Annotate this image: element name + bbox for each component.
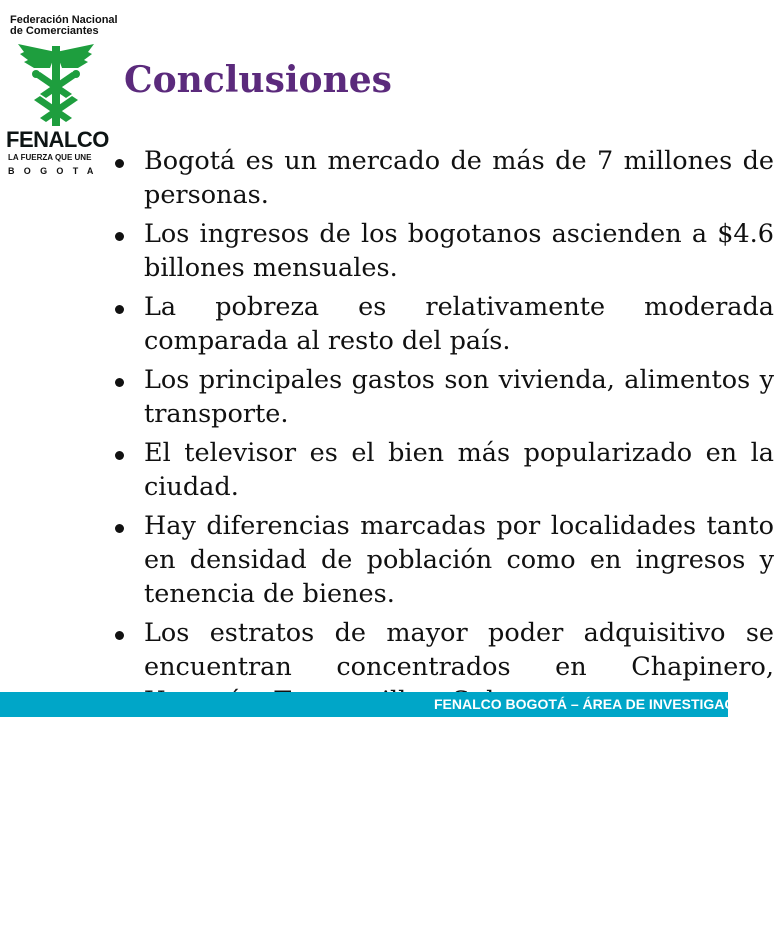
footer-text: FENALCO BOGOTÁ – ÁREA DE INVESTIGACIONES: [434, 696, 778, 712]
bullet-item: [114, 144, 774, 212]
bullet-dot-icon: [115, 159, 124, 168]
bullet-item: [114, 217, 774, 285]
bullet-item: [114, 363, 774, 431]
fenalco-logo: [6, 14, 118, 176]
logo-org-line2: de Comerciantes: [10, 25, 99, 37]
bullet-dot-icon: [115, 631, 124, 640]
bullet-text: Hay diferencias marcadas por localidades tanto en densidad de población como en ingresos y tenencia de bienes.: [144, 511, 774, 609]
caduceus-icon: [16, 42, 96, 126]
bullet-text: El televisor es el bien más popularizado en la ciudad.: [144, 438, 774, 502]
bullet-item: [114, 290, 774, 358]
logo-city: BOGOTA: [8, 166, 103, 176]
logo-org-line1: Federación Nacional: [10, 14, 118, 26]
bullet-dot-icon: [115, 451, 124, 460]
bullet-text: Los ingresos de los bogotanos ascienden a $4.6 billones mensuales.: [144, 219, 774, 283]
bullet-text: Los estratos de mayor poder adquisitivo se encuentran concentrados en Chapinero,: [144, 618, 774, 682]
slide-title: Conclusiones: [124, 59, 392, 101]
footer-bar: [0, 692, 778, 717]
bullet-dot-icon: [115, 232, 124, 241]
bullet-dot-icon: [115, 378, 124, 387]
bullet-text: La pobreza es relativamente moderada comparada al resto del país.: [144, 292, 774, 356]
bullet-text: Bogotá es un mercado de más de 7 millones de personas.: [144, 146, 774, 210]
bullet-dot-icon: [115, 524, 124, 533]
logo-name: FENALCO: [6, 127, 109, 152]
bullet-item: [114, 509, 774, 611]
bullet-list: [114, 144, 774, 723]
bullet-dot-icon: [115, 305, 124, 314]
bullet-text: Los principales gastos son vivienda, alimentos y transporte.: [144, 365, 774, 429]
logo-tagline: LA FUERZA QUE UNE: [8, 153, 92, 162]
bullet-item: [114, 436, 774, 504]
